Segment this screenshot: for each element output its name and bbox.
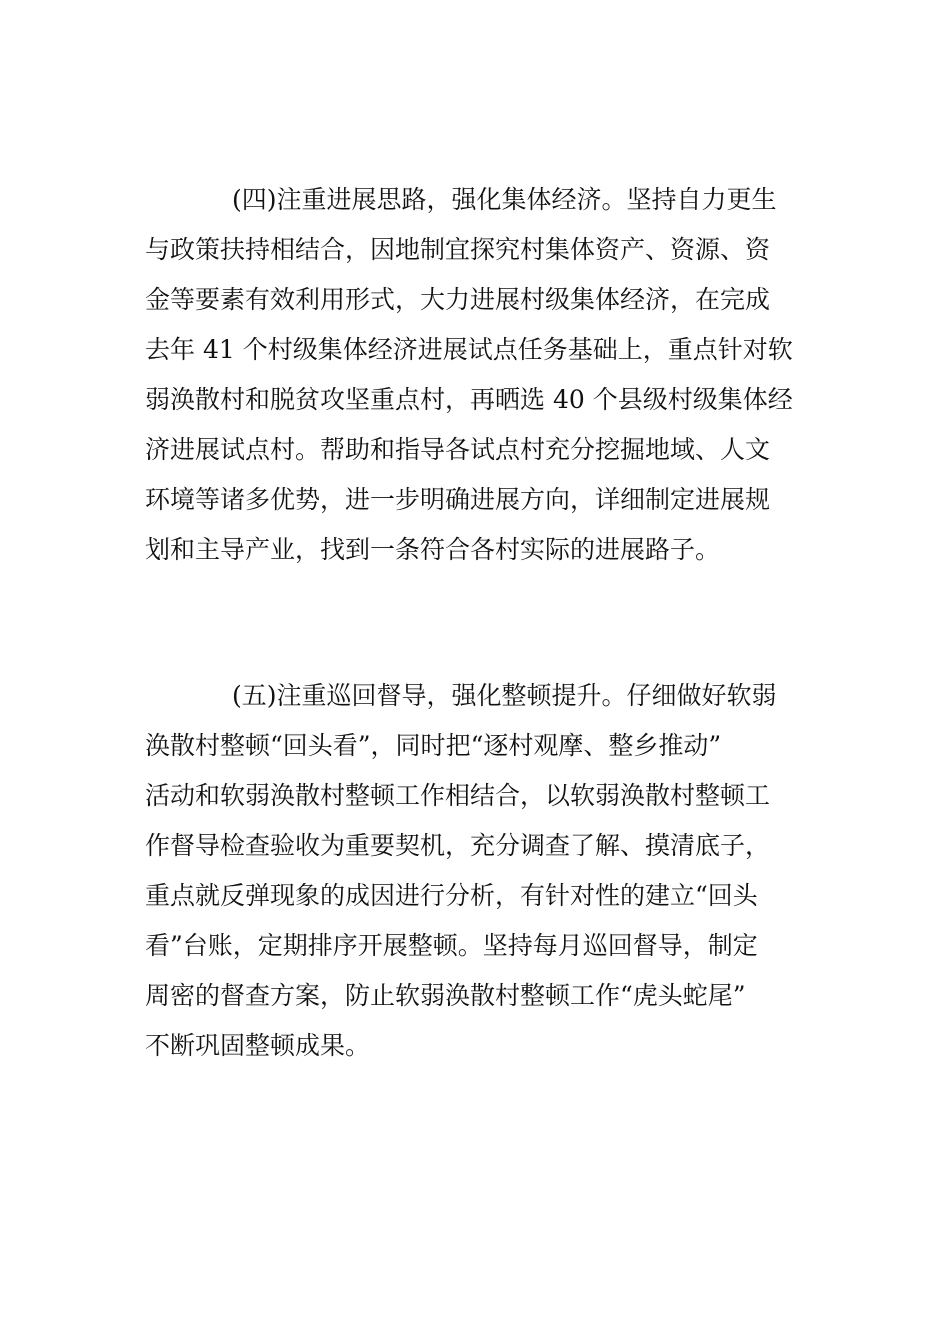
paragraph-line: 济进展试点村。帮助和指导各试点村充分挖掘地域、人文 (145, 435, 771, 464)
paragraph-line: 作督导检查验收为重要契机，充分调查了解、摸清底子， (145, 831, 771, 860)
paragraph-line: 涣散村整顿“回头看”，同时把“逐村观摩、整乡推动” (145, 731, 722, 760)
paragraph-line: 与政策扶持相结合，因地制宜探究村集体资产、资源、资 (145, 235, 771, 264)
paragraph-line: 划和主导产业，找到一条符合各村实际的进展路子。 (145, 535, 721, 564)
paragraph-line: 金等要素有效利用形式，大力进展村级集体经济，在完成 (145, 285, 771, 314)
paragraph-line: 活动和软弱涣散村整顿工作相结合，以软弱涣散村整顿工 (145, 781, 771, 810)
paragraph-line: 环境等诸多优势，进一步明确进展方向，详细制定进展规 (145, 485, 771, 514)
paragraph-line: 周密的督查方案，防止软弱涣散村整顿工作“虎头蛇尾” (145, 981, 746, 1010)
paragraph-line: (五)注重巡回督导，强化整顿提升。仔细做好软弱 (232, 681, 777, 710)
paragraph-line: (四)注重进展思路，强化集体经济。坚持自力更生 (232, 185, 777, 214)
paragraph-line: 去年 41 个村级集体经济进展试点任务基础上，重点针对软 (145, 335, 793, 364)
paragraph-line: 弱涣散村和脱贫攻坚重点村，再晒选 40 个县级村级集体经 (145, 385, 793, 414)
paragraph-line: 看”台账，定期排序开展整顿。坚持每月巡回督导，制定 (145, 931, 758, 960)
paragraph-line: 重点就反弹现象的成因进行分析，有针对性的建立“回头 (145, 881, 758, 910)
paragraph-line: 不断巩固整顿成果。 (145, 1031, 371, 1060)
